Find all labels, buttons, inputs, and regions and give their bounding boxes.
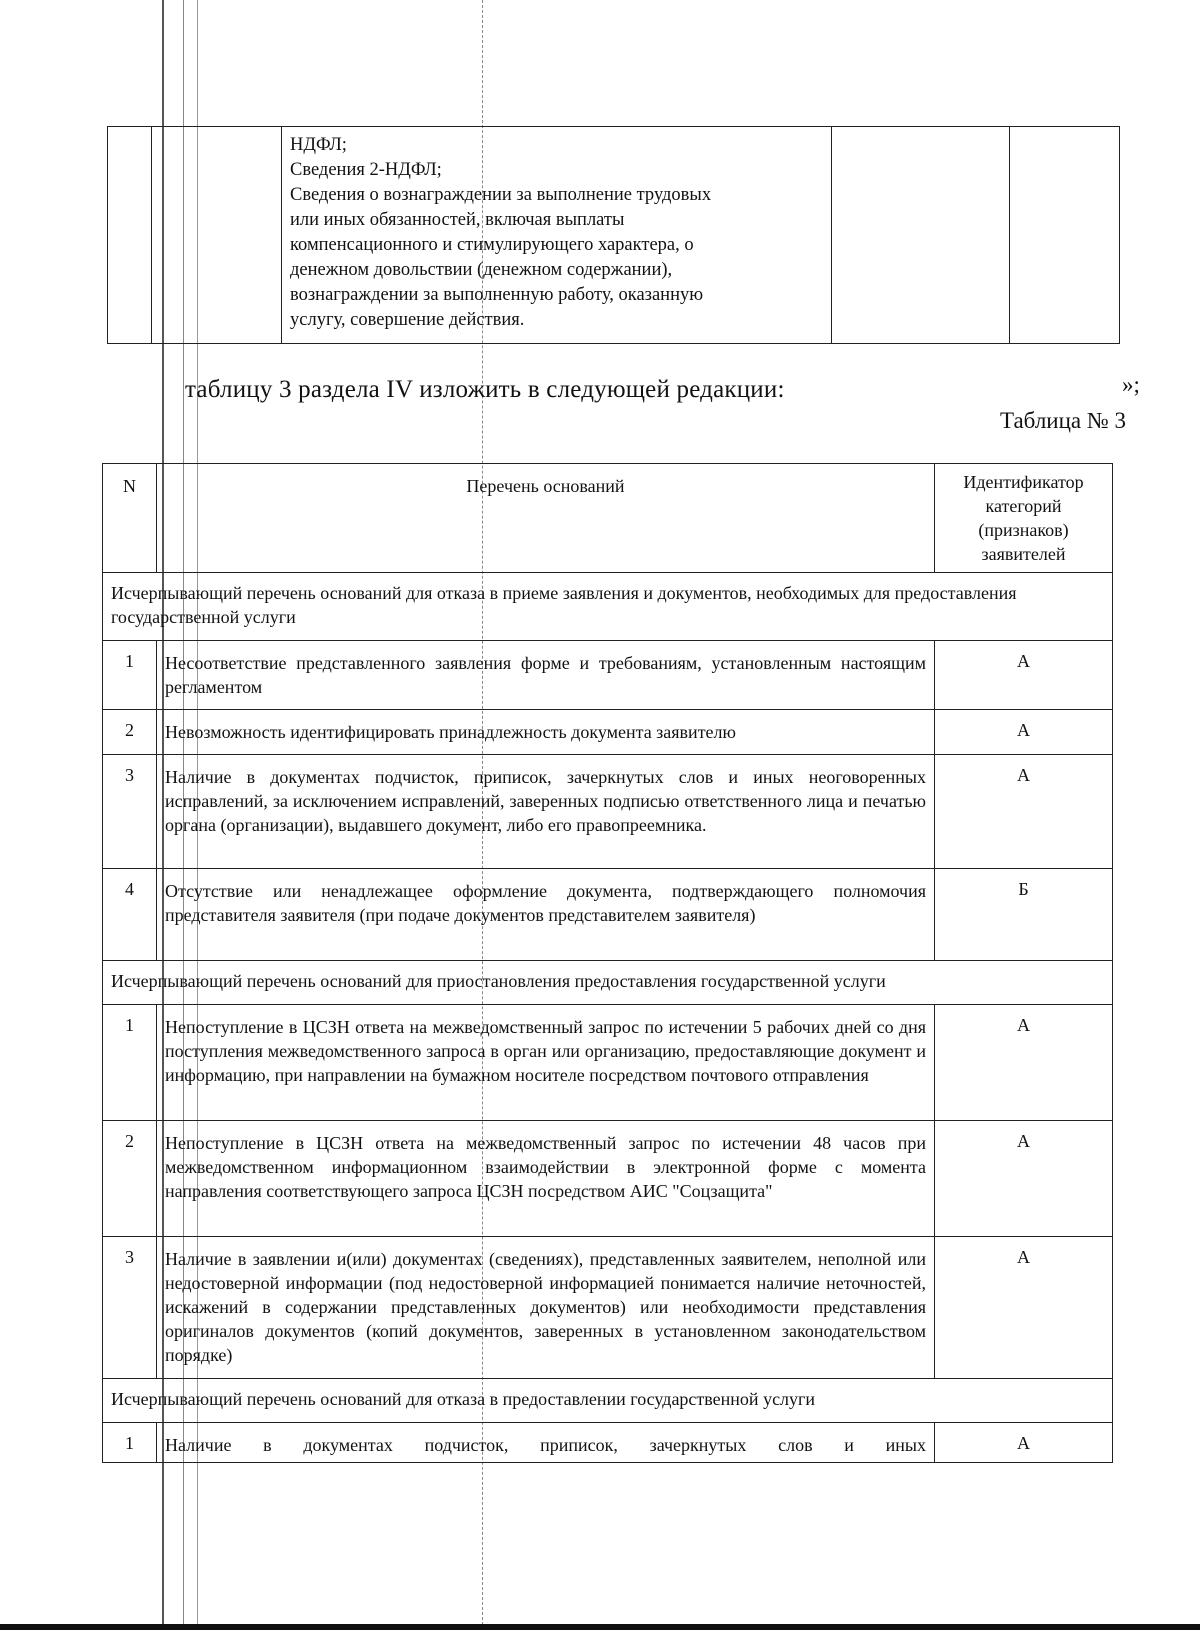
row-category: А bbox=[935, 641, 1113, 710]
header-n: N bbox=[103, 464, 157, 573]
header-category: Идентификатор категорий (признаков) заявителей bbox=[935, 464, 1113, 573]
row-number: 3 bbox=[103, 755, 157, 869]
row-number: 2 bbox=[103, 1121, 157, 1237]
instruction-text: таблицу 3 раздела IV изложить в следующей редакции: bbox=[185, 376, 785, 403]
row-category: А bbox=[935, 1121, 1113, 1237]
row-category: А bbox=[935, 1423, 1113, 1463]
table-row bbox=[103, 869, 1113, 961]
row-category: А bbox=[935, 755, 1113, 869]
table-row bbox=[103, 1121, 1113, 1237]
table-row bbox=[103, 1005, 1113, 1121]
row-category: Б bbox=[935, 869, 1113, 961]
table-caption: Таблица № 3 bbox=[1000, 408, 1127, 433]
section-title: Исчерпывающий перечень оснований для приостановления предоставления государственной услуги bbox=[103, 961, 1113, 1005]
section-title: Исчерпывающий перечень оснований для отказа в приеме заявления и документов, необходимых для предоставления государственной услуги bbox=[103, 573, 1113, 641]
row-category: А bbox=[935, 1005, 1113, 1121]
closing-quote: »; bbox=[1122, 372, 1140, 397]
text-line: или иных обязанностей, включая выплаты bbox=[290, 210, 625, 230]
row-text: Наличие в документах подчисток, приписок, зачеркнутых слов и иных bbox=[157, 1423, 935, 1463]
continuation-table bbox=[107, 126, 1120, 344]
table-row bbox=[103, 710, 1113, 755]
scan-border-artifact bbox=[0, 1624, 1200, 1630]
row-text: Наличие в заявлении и(или) документах (сведениях), представленных заявителем, неполной или недостоверной информации (под недостоверной информацией понимается наличие неточностей, искажений в содержании представленных документов) или необходимости представления оригиналов документов (копий документов, заверенных в установленном законодательством порядке) bbox=[157, 1237, 935, 1379]
table-cell bbox=[282, 127, 832, 344]
text-line: Сведения о вознаграждении за выполнение трудовых bbox=[290, 185, 712, 205]
text-line: компенсационного и стимулирующего характера, о bbox=[290, 235, 694, 255]
row-number: 1 bbox=[103, 1423, 157, 1463]
table-row bbox=[103, 1423, 1113, 1463]
text-line: вознаграждении за выполненную работу, оказанную bbox=[290, 285, 704, 305]
table-cell bbox=[1010, 127, 1120, 344]
row-text: Отсутствие или ненадлежащее оформление документа, подтверждающего полномочия представителя заявителя (при подаче документов представителем заявителя) bbox=[157, 869, 935, 961]
row-number: 2 bbox=[103, 710, 157, 755]
row-text: Несоответствие представленного заявления форме и требованиям, установленным настоящим регламентом bbox=[157, 641, 935, 710]
row-number: 1 bbox=[103, 641, 157, 710]
section-row bbox=[103, 1379, 1113, 1423]
text-line: НДФЛ; bbox=[290, 135, 347, 155]
grounds-table bbox=[102, 463, 1113, 1463]
row-number: 3 bbox=[103, 1237, 157, 1379]
header-basis: Перечень оснований bbox=[157, 464, 935, 573]
row-number: 1 bbox=[103, 1005, 157, 1121]
table-row bbox=[103, 755, 1113, 869]
row-text: Непоступление в ЦСЗН ответа на межведомственный запрос по истечении 5 рабочих дней со дня поступления межведомственного запроса в орган или организацию, предоставляющие документ и информацию, при направлении на бумажном носителе посредством почтового отправления bbox=[157, 1005, 935, 1121]
table-cell bbox=[152, 127, 282, 344]
table-header-row bbox=[103, 464, 1113, 573]
row-category: А bbox=[935, 710, 1113, 755]
table-row bbox=[103, 1237, 1113, 1379]
row-text: Наличие в документах подчисток, приписок, зачеркнутых слов и иных неоговоренных исправлений, за исключением исправлений, заверенных подписью ответственного лица и печатью органа (организации), выдавшего документ, либо его правопреемника. bbox=[157, 755, 935, 869]
table-cell bbox=[108, 127, 152, 344]
section-title: Исчерпывающий перечень оснований для отказа в предоставлении государственной услуги bbox=[103, 1379, 1113, 1423]
section-row bbox=[103, 573, 1113, 641]
text-line: услугу, совершение действия. bbox=[290, 310, 525, 330]
table-row bbox=[103, 641, 1113, 710]
section-row bbox=[103, 961, 1113, 1005]
row-text: Невозможность идентифицировать принадлежность документа заявителю bbox=[157, 710, 935, 755]
text-line: денежном довольствии (денежном содержании), bbox=[290, 260, 673, 280]
row-text: Непоступление в ЦСЗН ответа на межведомственный запрос по истечении 48 часов при межведомственном информационном взаимодействии в электронной форме с момента направления соответствующего запроса ЦСЗН посредством АИС "Соцзащита" bbox=[157, 1121, 935, 1237]
table-cell bbox=[832, 127, 1010, 344]
text-line: Сведения 2-НДФЛ; bbox=[290, 160, 442, 180]
row-category: А bbox=[935, 1237, 1113, 1379]
table-row bbox=[108, 127, 1120, 344]
row-number: 4 bbox=[103, 869, 157, 961]
